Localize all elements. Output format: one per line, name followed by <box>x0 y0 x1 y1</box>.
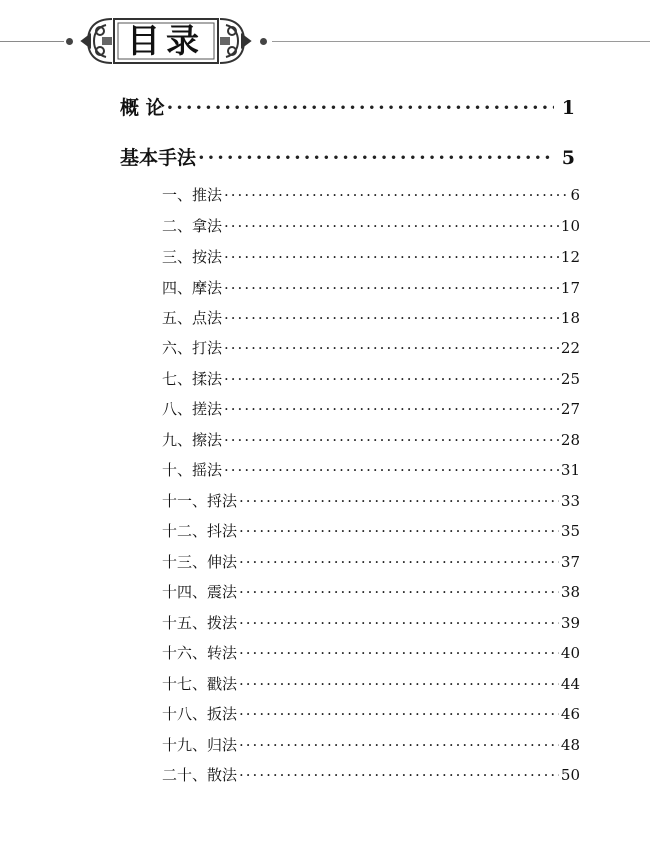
dot-leader <box>239 614 559 632</box>
toc-page-number: 50 <box>560 766 580 784</box>
toc-entry[interactable] <box>162 764 580 785</box>
toc-page-number: 46 <box>560 705 580 723</box>
toc-label: 十三、伸法 <box>162 553 238 571</box>
dot-leader <box>239 675 559 693</box>
toc-page-number: 1 <box>561 97 575 119</box>
dot-leader <box>224 339 559 357</box>
toc-entry[interactable] <box>162 337 580 358</box>
toc-label: 十四、震法 <box>162 583 238 601</box>
toc-page-number: 48 <box>560 736 580 754</box>
toc-label: 九、擦法 <box>162 431 223 449</box>
toc-page-number: 27 <box>560 400 580 418</box>
toc-entry[interactable] <box>162 307 580 328</box>
dot-leader <box>224 248 559 266</box>
toc-label: 基本手法 <box>120 147 197 169</box>
toc-page-number: 44 <box>560 675 580 693</box>
dot-leader <box>224 279 559 297</box>
dot-leader <box>224 217 559 235</box>
toc-page-number: 6 <box>570 186 580 204</box>
toc-entry[interactable] <box>162 459 580 480</box>
toc-entry[interactable] <box>162 612 580 633</box>
toc-label: 十六、转法 <box>162 644 238 662</box>
toc-page-number: 37 <box>560 553 580 571</box>
dot-leader <box>239 492 559 510</box>
toc-entry[interactable] <box>162 429 580 450</box>
dot-leader <box>239 736 559 754</box>
dot-leader <box>239 644 559 662</box>
toc-entry[interactable] <box>162 277 580 298</box>
toc-entry[interactable] <box>162 246 580 267</box>
dot-leader <box>224 370 559 388</box>
toc-page-number: 12 <box>560 248 580 266</box>
toc-label: 二、拿法 <box>162 217 223 235</box>
toc-entry[interactable] <box>162 673 580 694</box>
toc-entry[interactable] <box>162 520 580 541</box>
toc-page-number: 17 <box>560 279 580 297</box>
toc-label: 十八、扳法 <box>162 705 238 723</box>
toc-page-number: 39 <box>560 614 580 632</box>
title-plaque <box>78 13 254 69</box>
toc-label: 十、摇法 <box>162 461 223 479</box>
toc-label: 十一、捋法 <box>162 492 238 510</box>
toc-page-number: 33 <box>560 492 580 510</box>
toc-label: 十七、戳法 <box>162 675 238 693</box>
toc-page-number: 35 <box>560 522 580 540</box>
dot-leader <box>224 400 559 418</box>
toc-entry[interactable] <box>162 551 580 572</box>
toc-page-number: 5 <box>561 147 575 169</box>
toc-page-number: 38 <box>560 583 580 601</box>
toc-label: 概 论 <box>120 97 165 119</box>
dot-leader <box>239 522 559 540</box>
header-rule-left <box>0 41 64 42</box>
toc-label: 五、点法 <box>162 309 223 327</box>
toc-label: 十五、拨法 <box>162 614 238 632</box>
toc-entry-major[interactable] <box>120 143 575 170</box>
dot-leader <box>224 309 559 327</box>
toc-label: 二十、散法 <box>162 766 238 784</box>
toc-entry[interactable] <box>162 734 580 755</box>
toc-page-number: 31 <box>560 461 580 479</box>
toc-page-number: 18 <box>560 309 580 327</box>
toc-entry[interactable] <box>162 184 580 205</box>
toc-entry[interactable] <box>162 703 580 724</box>
toc-entry[interactable] <box>162 642 580 663</box>
dot-leader <box>239 766 559 784</box>
toc-entry[interactable] <box>162 490 580 511</box>
toc-page-number: 22 <box>560 339 580 357</box>
toc-entry[interactable] <box>162 398 580 419</box>
header-rule-right <box>272 41 650 42</box>
dot-leader <box>224 186 568 204</box>
toc-entry[interactable] <box>162 581 580 602</box>
dot-leader <box>239 705 559 723</box>
header-dot-right <box>260 38 267 45</box>
toc-page-number: 25 <box>560 370 580 388</box>
toc-label: 十九、归法 <box>162 736 238 754</box>
dot-leader <box>224 461 559 479</box>
dot-leader <box>239 553 559 571</box>
toc-label: 三、按法 <box>162 248 223 266</box>
toc-page-number: 28 <box>560 431 580 449</box>
header-dot-left <box>66 38 73 45</box>
toc-label: 八、搓法 <box>162 400 223 418</box>
dot-leader <box>198 147 554 169</box>
toc-label: 六、打法 <box>162 339 223 357</box>
toc-entry[interactable] <box>162 368 580 389</box>
toc-label: 十二、抖法 <box>162 522 238 540</box>
toc-page-number: 40 <box>560 644 580 662</box>
toc-label: 四、摩法 <box>162 279 223 297</box>
toc-entry[interactable] <box>162 215 580 236</box>
toc-page-number: 10 <box>560 217 580 235</box>
dot-leader <box>239 583 559 601</box>
toc-label: 七、揉法 <box>162 370 223 388</box>
dot-leader <box>224 431 559 449</box>
toc-label: 一、推法 <box>162 186 223 204</box>
toc-entry-major[interactable] <box>120 93 575 120</box>
page-title: 目录 <box>127 21 205 60</box>
dot-leader <box>167 97 554 119</box>
